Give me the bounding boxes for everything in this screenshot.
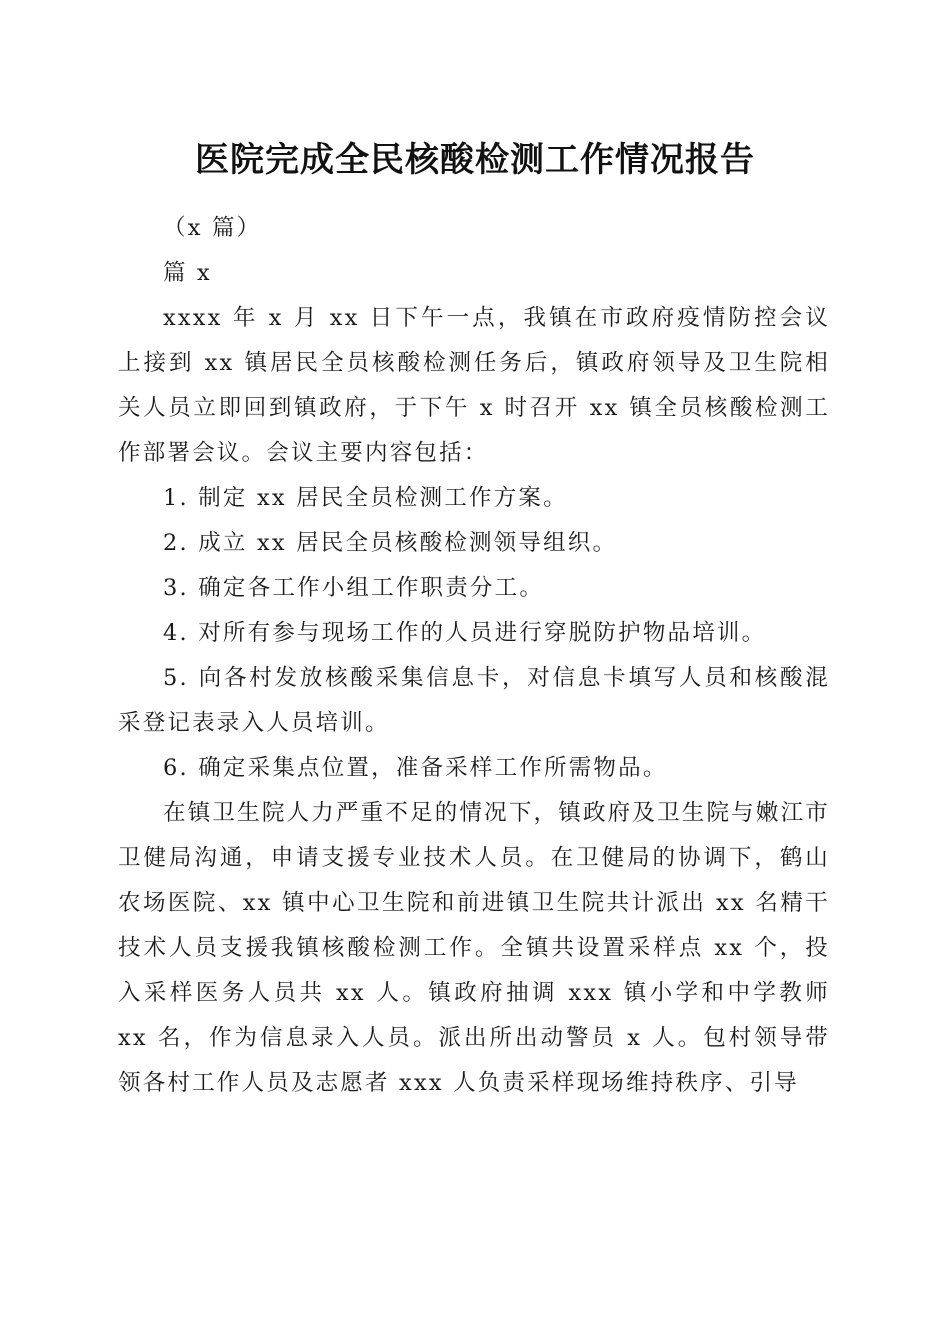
list-item-3: 3. 确定各工作小组工作职责分工。 bbox=[163, 575, 545, 601]
document-body bbox=[118, 206, 830, 1106]
paragraph-staffing: 在镇卫生院人力严重不足的情况下，镇政府及卫生院与嫩江市卫健局沟通，申请支援专业技术人员。在卫健局的协调下，鹤山农场医院、xx 镇中心卫生院和前进镇卫生院共计派出 xx 名精干技术人员支援我镇核酸检测工作。全镇共设置采样点 xx 个，投入采样医务人员共 xx 人。镇政府抽调 xxx 镇小学和中学教师 xx 名，作为信息录入人员。派出所出动警员 x 人。包村领导带领各村工作人员及志愿者 xxx 人负责采样现场维持秩序、引导 bbox=[118, 800, 830, 1096]
paragraph-intro: xxxx 年 x 月 xx 日下午一点，我镇在市政府疫情防控会议上接到 xx 镇居民全员核酸检测任务后，镇政府领导及卫生院相关人员立即回到镇政府，于下午 x 时召开 xx 镇全员核酸检测工作部署会议。会议主要内容包括： bbox=[118, 305, 830, 466]
list-item-6: 6. 确定采集点位置，准备采样工作所需物品。 bbox=[163, 755, 668, 781]
list-item-1: 1. 制定 xx 居民全员检测工作方案。 bbox=[163, 485, 568, 511]
list-item-2: 2. 成立 xx 居民全员核酸检测领导组织。 bbox=[163, 530, 618, 556]
document-title: 医院完成全民核酸检测工作情况报告 bbox=[195, 140, 755, 180]
list-item-5: 5. 向各村发放核酸采集信息卡，对信息卡填写人员和核酸混采登记表录入人员培训。 bbox=[118, 665, 830, 736]
list-item-4: 4. 对所有参与现场工作的人员进行穿脱防护物品培训。 bbox=[163, 620, 767, 646]
paragraph-part-label: （x 篇） bbox=[163, 215, 262, 241]
paragraph-section-label: 篇 x bbox=[163, 260, 212, 286]
